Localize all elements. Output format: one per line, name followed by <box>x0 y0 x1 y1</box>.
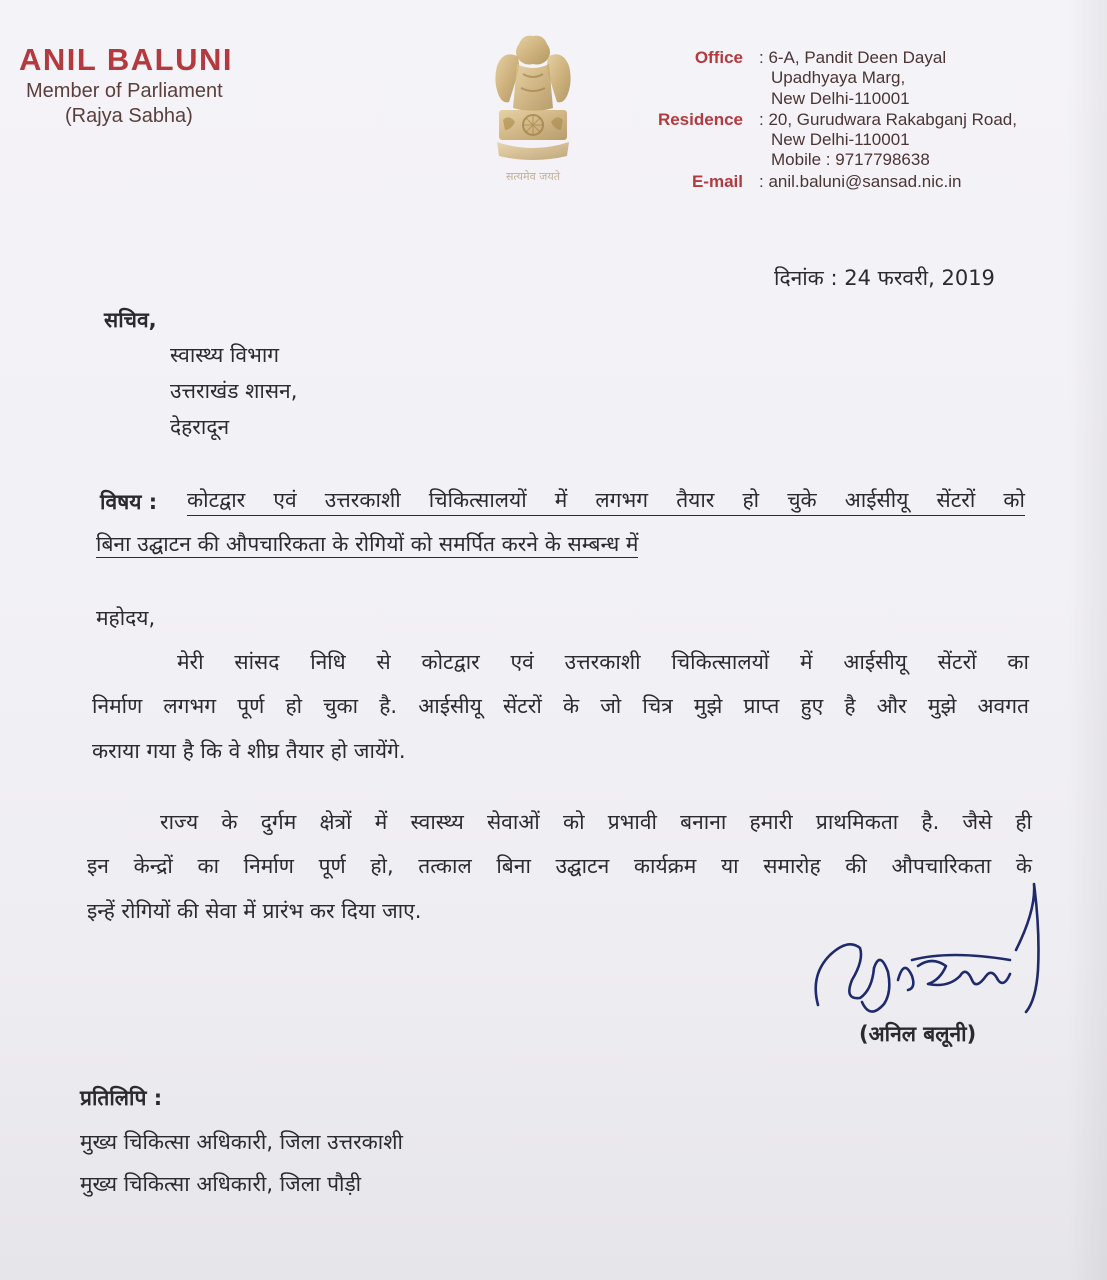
paragraph1-line3: कराया गया है कि वे शीघ्र तैयार हो जायेंगे. <box>92 739 406 763</box>
paragraph1-line1: मेरी सांसद निधि से कोटद्वार एवं उत्तरकाशी चिकित्सालयों में आईसीयू सेंटरों का <box>177 650 1029 674</box>
residence-address-line2: New Delhi-110001 <box>771 130 910 149</box>
email-address: : anil.baluni@sansad.nic.in <box>759 172 962 191</box>
office-address-line2: Upadhyaya Marg, <box>771 68 906 87</box>
subject-line1-wrap <box>187 486 1025 516</box>
greeting: महोदय, <box>96 606 156 630</box>
recipient-title: सचिव, <box>104 308 157 332</box>
recipient-city: देहरादून <box>170 415 230 439</box>
paragraph2-line3: इन्हें रोगियों की सेवा में प्रारंभ कर दिया जाए. <box>87 899 422 923</box>
office-address-line3: New Delhi-110001 <box>771 89 910 108</box>
copy-to-line1: मुख्य चिकित्सा अधिकारी, जिला उत्तरकाशी <box>80 1130 403 1154</box>
mobile-number: Mobile : 9717798638 <box>771 150 930 169</box>
paragraph1-line2: निर्माण लगभग पूर्ण हो चुका है. आईसीयू सेंटरों के जो चित्र मुझे प्राप्त हुए है और मुझे अवगत <box>92 694 1029 718</box>
subject-line2-wrap <box>96 530 638 558</box>
signatory-name: (अनिल बलूनी) <box>859 1022 977 1046</box>
paragraph2-line1: राज्य के दुर्गम क्षेत्रों में स्वास्थ्य सेवाओं को प्रभावी बनाना हमारी प्राथमिकता है. जैसे ही <box>160 810 1032 834</box>
subject-label: विषय : <box>100 490 158 514</box>
office-label: Office <box>694 48 743 67</box>
national-emblem-icon <box>483 30 583 188</box>
copy-to-label: प्रतिलिपि : <box>80 1086 163 1110</box>
recipient-department: स्वास्थ्य विभाग <box>170 343 280 367</box>
residence-label: Residence <box>657 110 743 129</box>
page-shadow <box>1067 0 1107 1280</box>
subject-line2: बिना उद्घाटन की औपचारिकता के रोगियों को समर्पित करने के सम्बन्ध में <box>96 532 639 556</box>
paragraph2-line2: इन केन्द्रों का निर्माण पूर्ण हो, तत्काल बिना उद्घाटन कार्यक्रम या समारोह की औपचारिकता के <box>87 854 1032 878</box>
office-address-line1: : 6-A, Pandit Deen Dayal <box>759 48 947 67</box>
letterhead-house: (Rajya Sabha) <box>65 105 193 127</box>
copy-to-line2: मुख्य चिकित्सा अधिकारी, जिला पौड़ी <box>80 1172 362 1196</box>
letter-date: दिनांक : 24 फरवरी, 2019 <box>774 266 995 290</box>
residence-address-line1: : 20, Gurudwara Rakabganj Road, <box>759 110 1017 129</box>
recipient-government: उत्तराखंड शासन, <box>170 379 298 403</box>
email-label: E-mail <box>691 172 743 191</box>
subject-line1: कोटद्वार एवं उत्तरकाशी चिकित्सालयों में लगभग तैयार हो चुके आईसीयू सेंटरों को <box>187 486 1025 516</box>
emblem-motto: सत्यमेव जयते <box>505 170 561 183</box>
letterhead-designation: Member of Parliament <box>26 80 223 102</box>
letterhead-name: ANIL BALUNI <box>19 42 233 77</box>
handwritten-signature <box>800 880 1055 1030</box>
